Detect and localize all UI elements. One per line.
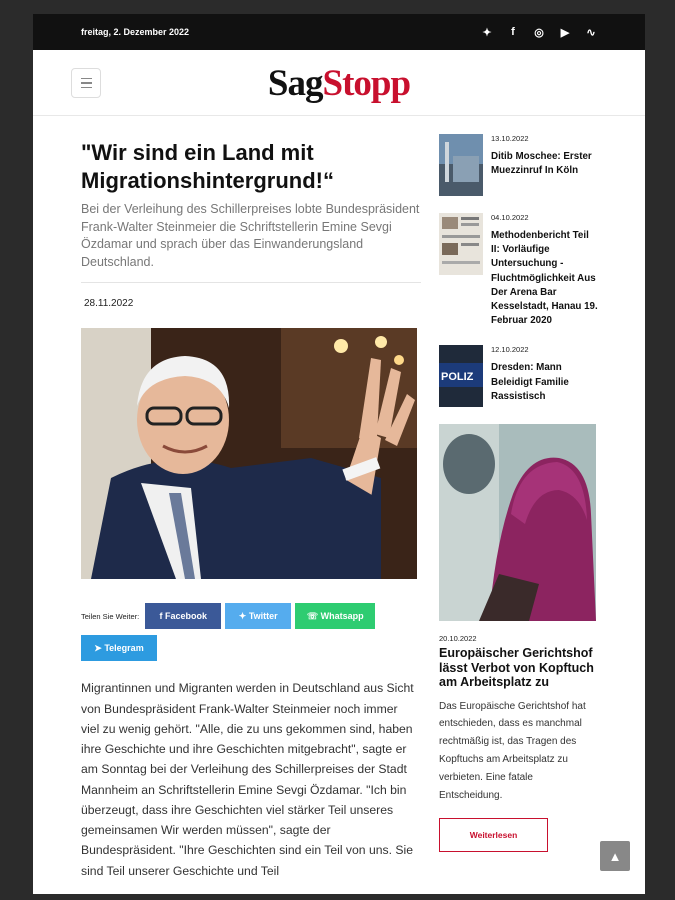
current-date: freitag, 2. Dezember 2022 [81,27,190,37]
sidebar-thumb-police[interactable] [439,345,483,407]
article-main [81,134,421,881]
top-bar [33,14,645,50]
headscarf-photo-illustration [439,424,596,621]
sidebar-item-date: 04.10.2022 [491,213,529,222]
sidebar-item[interactable] [439,134,599,196]
sidebar-thumb-mosque[interactable] [439,134,483,196]
featured-title[interactable]: Europäischer Gerichtshof lässt Verbot von Kopftuch am Arbeitsplatz zu [439,646,594,690]
share-telegram-button[interactable]: ➤ Telegram [81,635,157,661]
featured-excerpt: Das Europäische Gerichtshof hat entschieden, dass es manchmal rechtmäßig ist, das Tragen des Kopftuchs am Arbeitsplatz zu verbieten. Eine fatale Entscheidung. [439,700,586,801]
sidebar-item[interactable] [439,213,599,328]
hero-photo-illustration [81,328,417,579]
share-whatsapp-label: Whatsapp [320,611,364,622]
read-more-button[interactable]: Weiterlesen [439,818,548,852]
article-hero-image [81,328,417,579]
rss-icon[interactable]: ∿ [586,26,596,39]
article-title: "Wir sind ein Land mit Migrationshintergrund!“ [81,140,334,194]
sidebar-item-date: 13.10.2022 [491,134,529,143]
logo-part-sag: Sag [267,63,323,104]
share-whatsapp-button[interactable]: ☏ Whatsapp [295,603,375,629]
sidebar-item-date: 12.10.2022 [491,345,529,355]
article-body: Migrantinnen und Migranten werden in Deutschland aus Sicht von Bundespräsident Frank-Walter Steinmeier noch immer viel zu wenig gehört. "Alle, die zu uns gekommen sind, haben ihre Geschichte und ihre Geschichten mitgebracht", sagte er am Sonntag bei der Verleihung des Schillerpreises der Stadt Mannheim an Schriftstellerin Emine Sevgi Özdamar. "Ich bin überzeugt, dass ihre Geschichten viel stärker Teil unseres gemeinsamen Wir werden müssen", sagte der Bundespräsident. "Ihre Geschichten sind ein Teil von uns. Sie sind Teil unserer Geschichte und Teil [81,681,414,878]
chevron-up-icon: ▲ [608,848,622,864]
sidebar-item-title[interactable]: Dresden: Mann Beleidigt Familie Rassistisch [491,362,569,402]
logo-part-stopp: Stopp [322,63,411,104]
featured-image[interactable] [439,424,596,621]
article-date: 28.11.2022 [84,298,134,310]
share-twitter-label: Twitter [248,611,278,622]
social-links [481,26,597,39]
sidebar-item-title[interactable]: Methodenbericht Teil II: Vorläufige Untersuchung - Fluchtmöglichkeit Aus Der Arena Bar Kesselstadt, Hanau 19. Februar 2020 [491,230,598,327]
sidebar [439,134,599,852]
share-twitter-button[interactable]: ✦ Twitter [225,603,291,629]
featured-date: 20.10.2022 [439,634,477,644]
share-telegram-label: Telegram [104,643,144,654]
site-header [33,50,645,116]
site-logo[interactable] [33,62,645,105]
facebook-icon[interactable]: f [511,26,515,38]
article-lead: Bei der Verleihung des Schillerpreises lobte Bundespräsident Frank-Walter Steinmeier die Schriftstellerin Emine Sevgi Özdamar und sprach über das Einwanderungsland Deutschland. [81,201,421,283]
share-label: Teilen Sie Weiter: [81,611,140,621]
share-facebook-label: Facebook [164,611,207,622]
sidebar-item[interactable] [439,345,599,407]
share-bar [81,603,417,661]
police-sign-text: POLIZ [441,371,474,384]
sidebar-thumb-report[interactable] [439,213,483,275]
page-frame [33,14,645,894]
youtube-icon[interactable]: ▶ [560,26,570,39]
sidebar-item-title[interactable]: Ditib Moschee: Erster Muezzinruf In Köln [491,151,592,177]
share-facebook-button[interactable]: f Facebook [145,603,221,629]
instagram-icon[interactable]: ◎ [534,26,544,39]
twitter-icon[interactable]: ✦ [482,26,492,39]
back-to-top-button[interactable] [600,841,630,871]
